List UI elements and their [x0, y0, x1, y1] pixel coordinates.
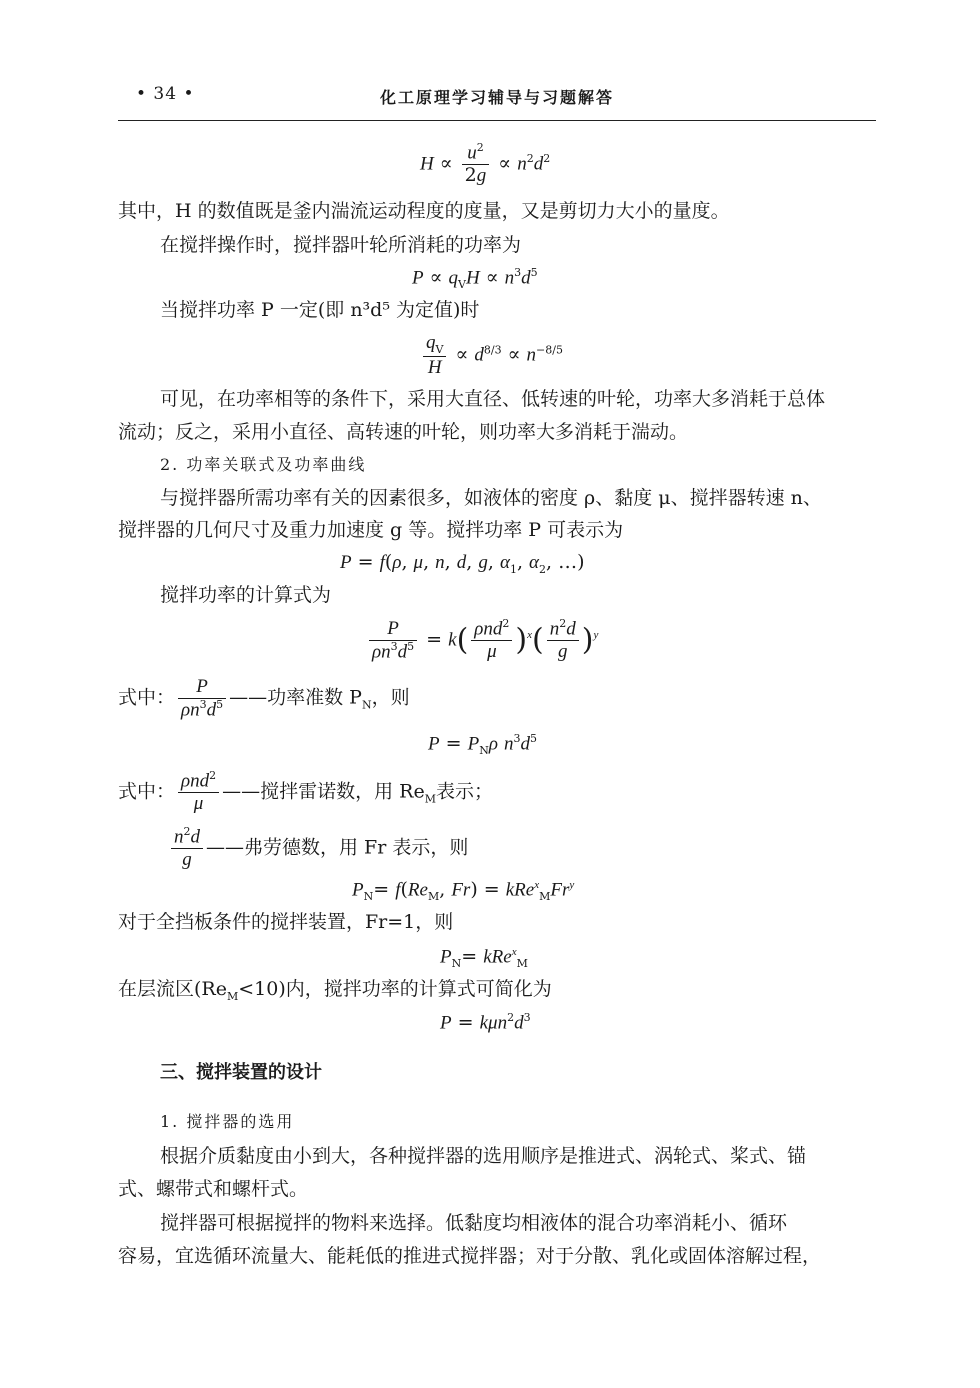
- text-line: 流动；反之，采用小直径、高转速的叶轮，则功率大多消耗于湍动。: [118, 421, 689, 443]
- definition-froude-number: $\frac{n^2d}{g}$ ——弗劳德数，用 Fr 表示，则: [168, 826, 468, 871]
- text-line: 容易，宜选循环流量大、能耗低的推进式搅拌器；对于分散、乳化或固体溶解过程，: [118, 1245, 822, 1267]
- text-line: 与搅拌器所需功率有关的因素很多，如液体的密度 ρ、黏度 μ、搅拌器转速 n、: [160, 487, 822, 509]
- subsection-title: 2. 功率关联式及功率曲线: [160, 455, 367, 474]
- text-line: 可见，在功率相等的条件下，采用大直径、低转速的叶轮，功率大多消耗于总体: [160, 388, 826, 410]
- equation-power-function: P = f(ρ, μ, n, d, g, $\alpha_1$, $\alpha_2$, …): [340, 551, 585, 576]
- text-line: 搅拌器的几何尺寸及重力加速度 g 等。搅拌功率 P 可表示为: [118, 519, 624, 541]
- equation-baffled-power-number: $P_N= kRe^x_M$: [440, 945, 528, 971]
- text-line-laminar: 在层流区$(Re_M<10)$内，搅拌功率的计算式可简化为: [118, 978, 552, 1003]
- text-line: 当搅拌功率 P 一定(即 n³d⁵ 为定值)时: [160, 299, 480, 321]
- equation-head-proportional: H ∝ $\frac{u^2}{2g}$ ∝ $n^2d^2$: [420, 141, 551, 187]
- running-title: 化工原理学习辅导与习题解答: [379, 88, 614, 107]
- page-header: [118, 82, 876, 121]
- text-line: 对于全挡板条件的搅拌装置，Fr=1，则: [118, 911, 454, 933]
- equation-power-number-function: $P_N= f(Re_M$, $Fr) = kRe^x_MFr^y$: [352, 878, 575, 904]
- text-line: 搅拌功率的计算式为: [160, 584, 332, 606]
- text-line: 根据介质黏度由小到大，各种搅拌器的选用顺序是推进式、涡轮式、桨式、锚: [160, 1145, 807, 1167]
- section-heading: 三、搅拌装置的设计: [160, 1062, 322, 1083]
- text-line: 搅拌器可根据搅拌的物料来选择。低黏度均相液体的混合功率消耗小、循环: [160, 1212, 788, 1234]
- equation-power-proportional: $P \propto q_VH \propto n^3d^5$: [412, 266, 538, 292]
- text-line: 其中，H 的数值既是釜内湍流运动程度的度量，又是剪切力大小的量度。: [118, 200, 730, 222]
- subsection-title: 1. 搅拌器的选用: [160, 1112, 295, 1131]
- text-line: 在搅拌操作时，搅拌器叶轮所消耗的功率为: [160, 234, 522, 256]
- equation-power-correlation: $\frac{P}{\rho n^3d^5}$ = k( $\frac{\rho nd^2}{\mu}$ )$^x$( $\frac{n^2d}{g}$ )$^y$: [366, 618, 598, 663]
- equation-laminar-power: $P = k\mu n^2d^3$: [440, 1011, 531, 1034]
- definition-power-number: 式中： $\frac{P}{\rho n^3d^5}$ ——功率准数 $P_N$，则: [118, 676, 410, 721]
- text-line: 式、螺带式和螺杆式。: [118, 1178, 309, 1200]
- definition-reynolds-number: 式中： $\frac{\rho nd^2}{\mu}$ ——搅拌雷诺数，用 $Re_M$表示；: [118, 769, 494, 815]
- page-number: • 34 •: [136, 84, 195, 104]
- equation-flow-head-ratio: $\frac{q_V}{H}$ ∝ $d^{8/3} \propto n^{-8/5}$: [420, 332, 563, 379]
- equation-power-from-number: $P = P_N\rho$ $n^3d^5$: [428, 732, 538, 758]
